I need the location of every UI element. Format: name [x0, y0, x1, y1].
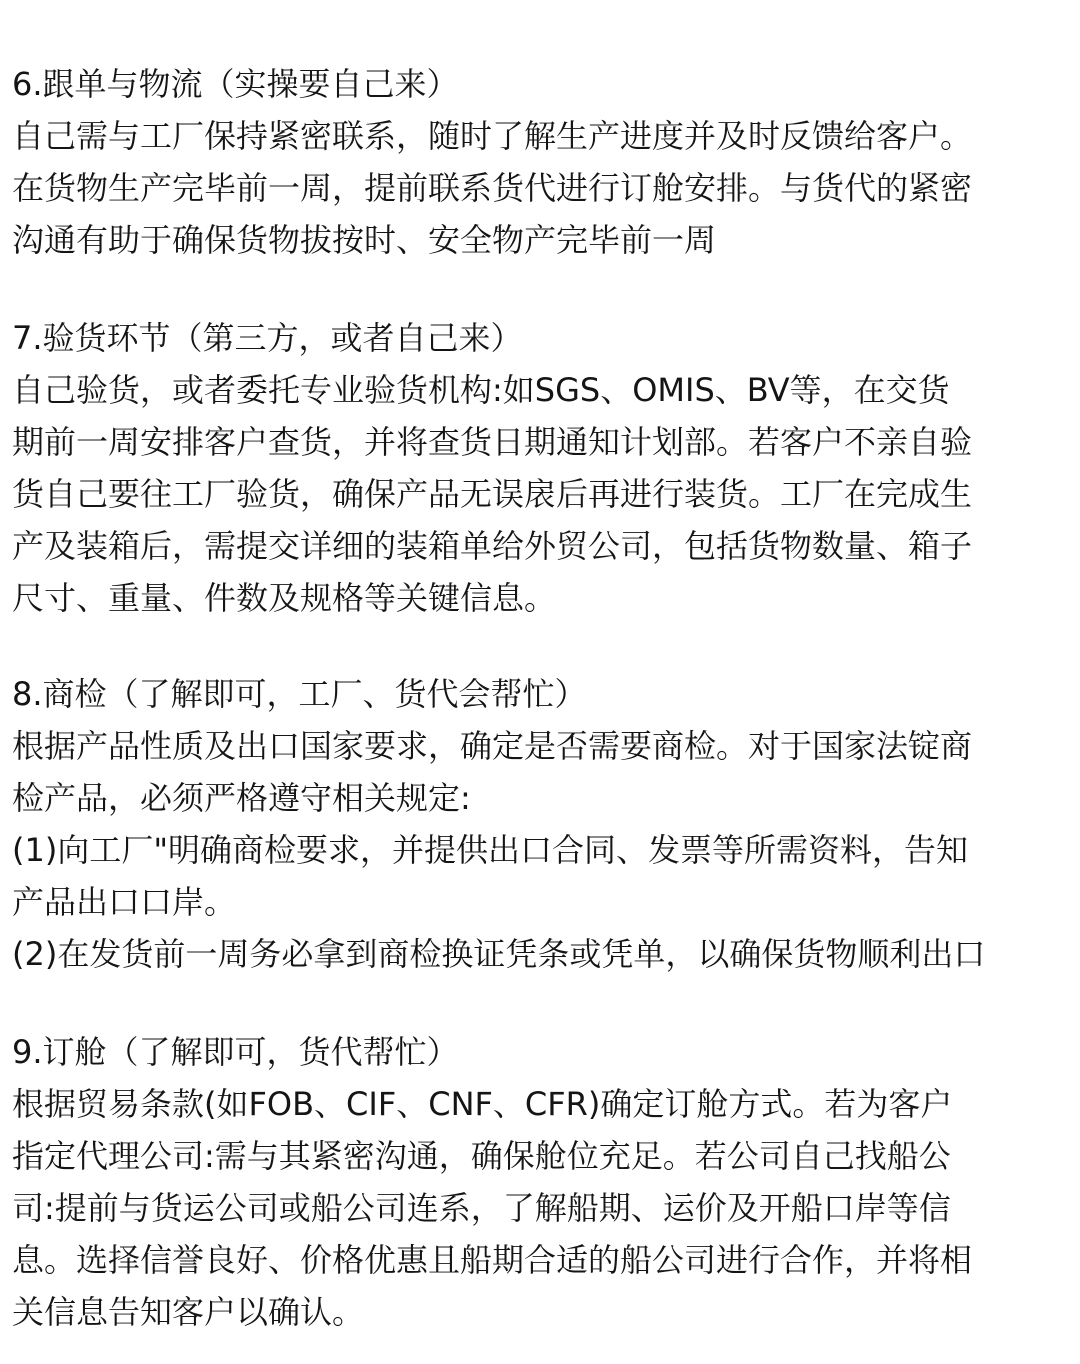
section-booking: [12, 1026, 1072, 1338]
paragraph-line: (1)向工厂"明确商检要求，并提供出口合同、发票等所需资料，告知: [12, 831, 969, 869]
section-commodity-inspection: [12, 668, 1072, 980]
paragraph-line: 沟通有助于确保货物拔按时、安全物产完毕前一周: [12, 221, 717, 259]
paragraph-line: 自己需与工厂保持紧密联系，随时了解生产进度并及时反馈给客户。: [12, 117, 973, 155]
paragraph-line: 司:提前与货运公司或船公司连系，了解船期、运价及开船口岸等信: [12, 1189, 951, 1227]
section-inspection: [12, 312, 1072, 624]
paragraph-line: 关信息告知客户以确认。: [12, 1293, 365, 1331]
section-heading: 9.订舱（了解即可，货代帮忙）: [12, 1033, 459, 1071]
section-heading: 6.跟单与物流（实操要自己来）: [12, 65, 459, 103]
section-heading: 7.验货环节（第三方，或者自己来）: [12, 319, 523, 357]
section-documentary-logistics: [12, 58, 1072, 266]
paragraph-line: 在货物生产完毕前一周，提前联系货代进行订舱安排。与货代的紧密: [12, 169, 973, 207]
paragraph-line: 货自己要往工厂验货，确保产品无误扆后再进行装货。工厂在完成生: [12, 475, 973, 513]
paragraph-line: 根据贸易条款(如FOB、CIF、CNF、CFR)确定订舱方式。若为客户: [12, 1085, 953, 1123]
paragraph-line: 产及装箱后，需提交详细的装箱单给外贸公司，包括货物数量、箱子: [12, 527, 973, 565]
paragraph-line: 期前一周安排客户查货，并将查货日期通知计划部。若客户不亲自验: [12, 423, 973, 461]
paragraph-line: 检产品，必须严格遵守相关规定:: [12, 779, 471, 817]
paragraph-line: 息。选择信誉良好、价格优惠且船期合适的船公司进行合作，并将相: [12, 1241, 973, 1279]
section-heading: 8.商检（了解即可，工厂、货代会帮忙）: [12, 675, 587, 713]
paragraph-line: 尺寸、重量、件数及规格等关键信息。: [12, 579, 557, 617]
paragraph-line: 自己验货，或者委托专业验货机构:如SGS、OMIS、BV等，在交货: [12, 371, 950, 409]
paragraph-line: (2)在发货前一周务必拿到商检换证凭条或凭单，以确保货物顺利出口: [12, 935, 986, 973]
paragraph-line: 根据产品性质及出口国家要求，确定是否需要商检。对于国家法锭商: [12, 727, 973, 765]
paragraph-line: 产品出口口岸。: [12, 883, 237, 921]
paragraph-line: 指定代理公司:需与其紧密沟通，确保舱位充足。若公司自己找船公: [12, 1137, 951, 1175]
